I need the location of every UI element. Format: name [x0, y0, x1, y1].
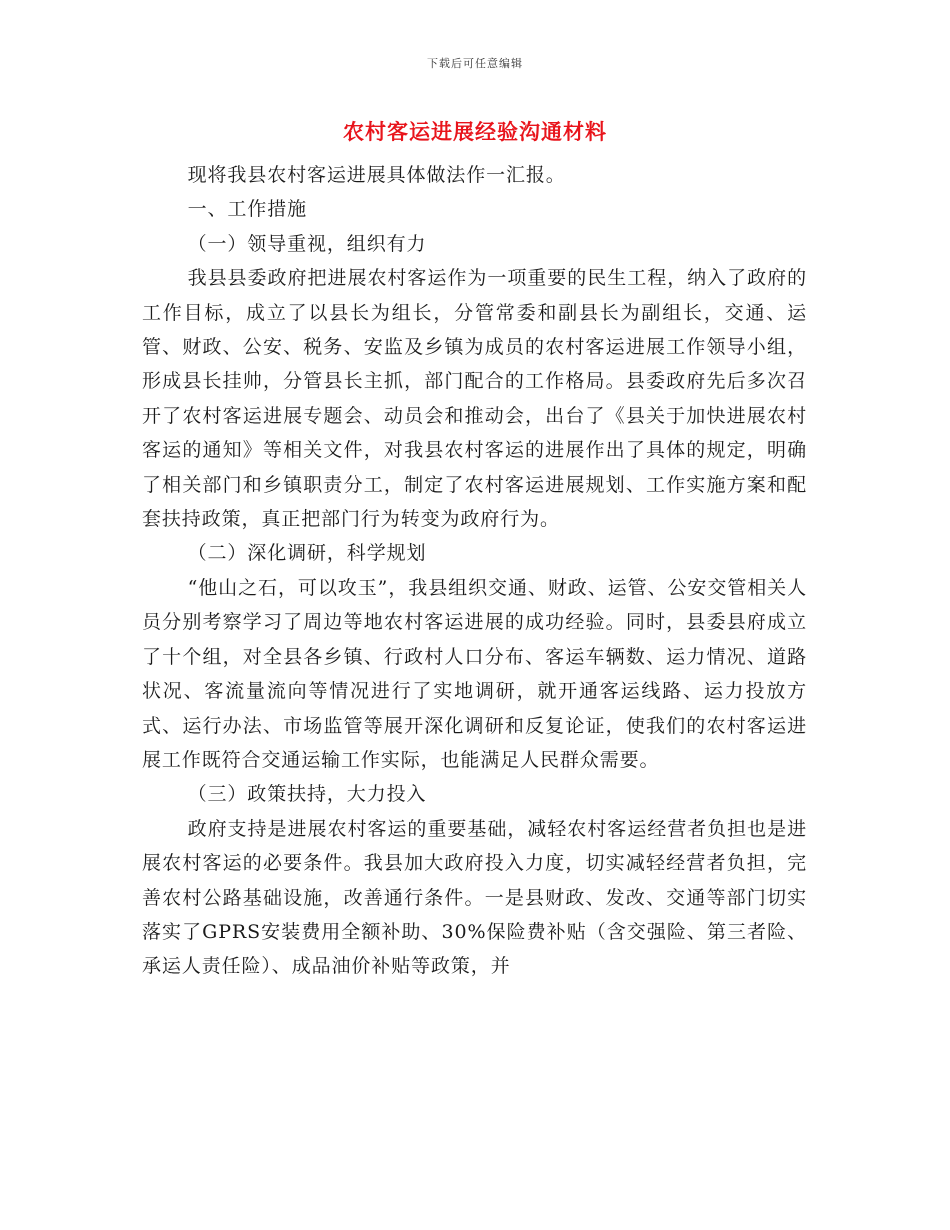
body-paragraph-1: 我县县委政府把进展农村客运作为一项重要的民生工程，纳入了政府的工作目标，成立了以县长为组长，分管常委和副县长为副组长，交通、运管、财政、公安、税务、安监及乡镇为成员的农村客运进展工作领导小组，形成县长挂帅，分管县长主抓，部门配合的工作格局。县委政府先后多次召开了农村客运进展专题会、动员会和推动会，出台了《县关于加快进展农村客运的通知》等相关文件，对我县农村客运的进展作出了具体的规定，明确了相关部门和乡镇职责分工，制定了农村客运进展规划、工作实施方案和配套扶持政策，真正把部门行为转变为政府行为。 [142, 267, 807, 531]
subsection-heading-1: （一）领导重视，组织有力 [187, 232, 427, 255]
section-heading-work-measures: 一、工作措施 [187, 198, 307, 221]
body-paragraph-3: 政府支持是进展农村客运的重要基础，减轻农村客运经营者负担也是进展农村客运的必要条件。我县加大政府投入力度，切实减轻经营者负担，完善农村公路基础设施，改善通行条件。一是县财政、发改、交通等部门切实落实了GPRS安装费用全额补助、30%保险费补贴（含交强险、第三者险、承运人责任险）、成品油价补贴等政策，并 [142, 817, 807, 978]
body-paragraph-2: “他山之石，可以攻玉”，我县组织交通、财政、运管、公安交管相关人员分别考察学习了周边等地农村客运进展的成功经验。同时，县委县府成立了十个组，对全县各乡镇、行政村人口分布、客运车辆数、运力情况、道路状况、客流量流向等情况进行了实地调研，就开通客运线路、运力投放方式、运行办法、市场监管等展开深化调研和反复论证，使我们的农村客运进展工作既符合交通运输工作实际，也能满足人民群众需要。 [142, 576, 807, 771]
document-body [142, 158, 807, 984]
subsection-heading-2: （二）深化调研，科学规划 [187, 542, 427, 565]
document-title: 农村客运进展经验沟通材料 [343, 119, 607, 144]
subsection-heading-3: （三）政策扶持，大力投入 [187, 783, 427, 806]
intro-paragraph: 现将我县农村客运进展具体做法作一汇报。 [187, 164, 566, 186]
page-header-note: 下载后可任意编辑 [427, 57, 523, 70]
